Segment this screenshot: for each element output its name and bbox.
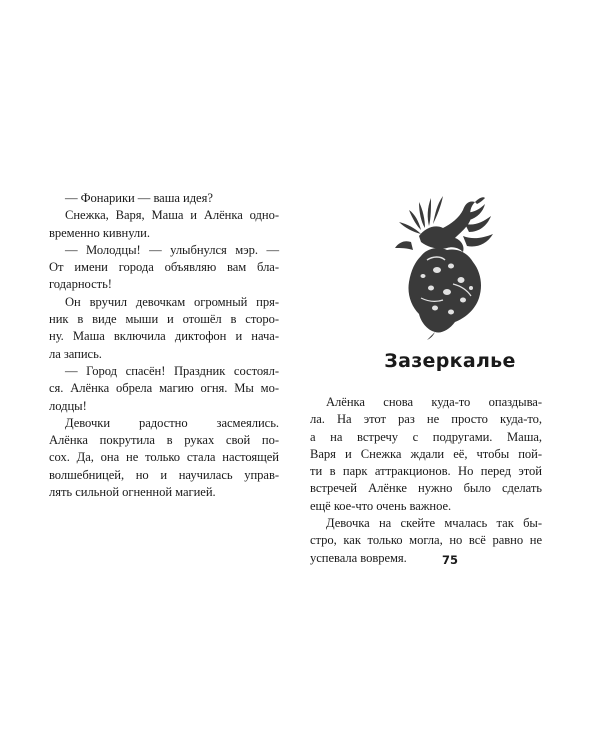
text-line: лодцы!: [49, 398, 87, 413]
text-line: годарность!: [49, 277, 112, 292]
text-line: а на встречу с подругами. Маша,: [310, 429, 542, 444]
text-line: Снежка, Варя, Маша и Алёнка одно-: [65, 208, 279, 223]
text-line: лять сильной огненной магией.: [49, 485, 216, 500]
chapter-title: Зазеркалье: [384, 350, 516, 372]
right-page: [300, 0, 600, 750]
text-line: стро, как только могла, но всё равно не: [310, 533, 542, 548]
text-line: — Город спасён! Праздник состоял-: [65, 363, 279, 378]
page-number: 75: [441, 553, 458, 567]
text-line: Девочки радостно засмеялись.: [65, 415, 279, 430]
text-line: Он вручил девочкам огромный пря-: [65, 294, 279, 309]
text-line: Варя и Снежка ждали её, чтобы пой-: [310, 446, 542, 461]
text-line: ла. На этот раз не просто куда-то,: [310, 412, 542, 427]
text-line: успевала вовремя.: [310, 550, 407, 565]
text-line: Девочка на скейте мчалась так бы-: [326, 516, 542, 531]
text-line: Алёнка снова куда-то опаздыва-: [326, 395, 542, 409]
text-line: волшебницей, но и научилась управ-: [49, 467, 279, 482]
text-line: ся. Алёнка обрела магию огня. Мы мо-: [49, 381, 279, 396]
right-page-text: [310, 394, 542, 567]
left-page-text: [49, 190, 279, 501]
text-line: — Фонарики — ваша идея?: [65, 191, 213, 205]
text-line: сох. Да, она не только стала настоящей: [49, 450, 279, 465]
text-line: ещё кое-что очень важное.: [310, 498, 452, 513]
text-line: ти в парк аттракционов. Но перед этой: [310, 464, 542, 479]
text-line: ну. Маша включила диктофон и нача-: [49, 329, 279, 344]
phoenix-bird-icon: [391, 190, 499, 340]
text-line: Алёнка покрутила в руках свой по-: [49, 433, 279, 448]
text-line: временно кивнули.: [49, 225, 150, 240]
text-line: встречей Алёнке нужно было сделать: [310, 481, 542, 496]
text-line: От имени города объявляю вам бла-: [49, 260, 279, 275]
text-line: — Молодцы! — улыбнулся мэр. —: [65, 242, 279, 257]
text-line: ник в виде мыши и отошёл в сторо-: [49, 312, 279, 327]
text-line: ла запись.: [49, 346, 102, 361]
